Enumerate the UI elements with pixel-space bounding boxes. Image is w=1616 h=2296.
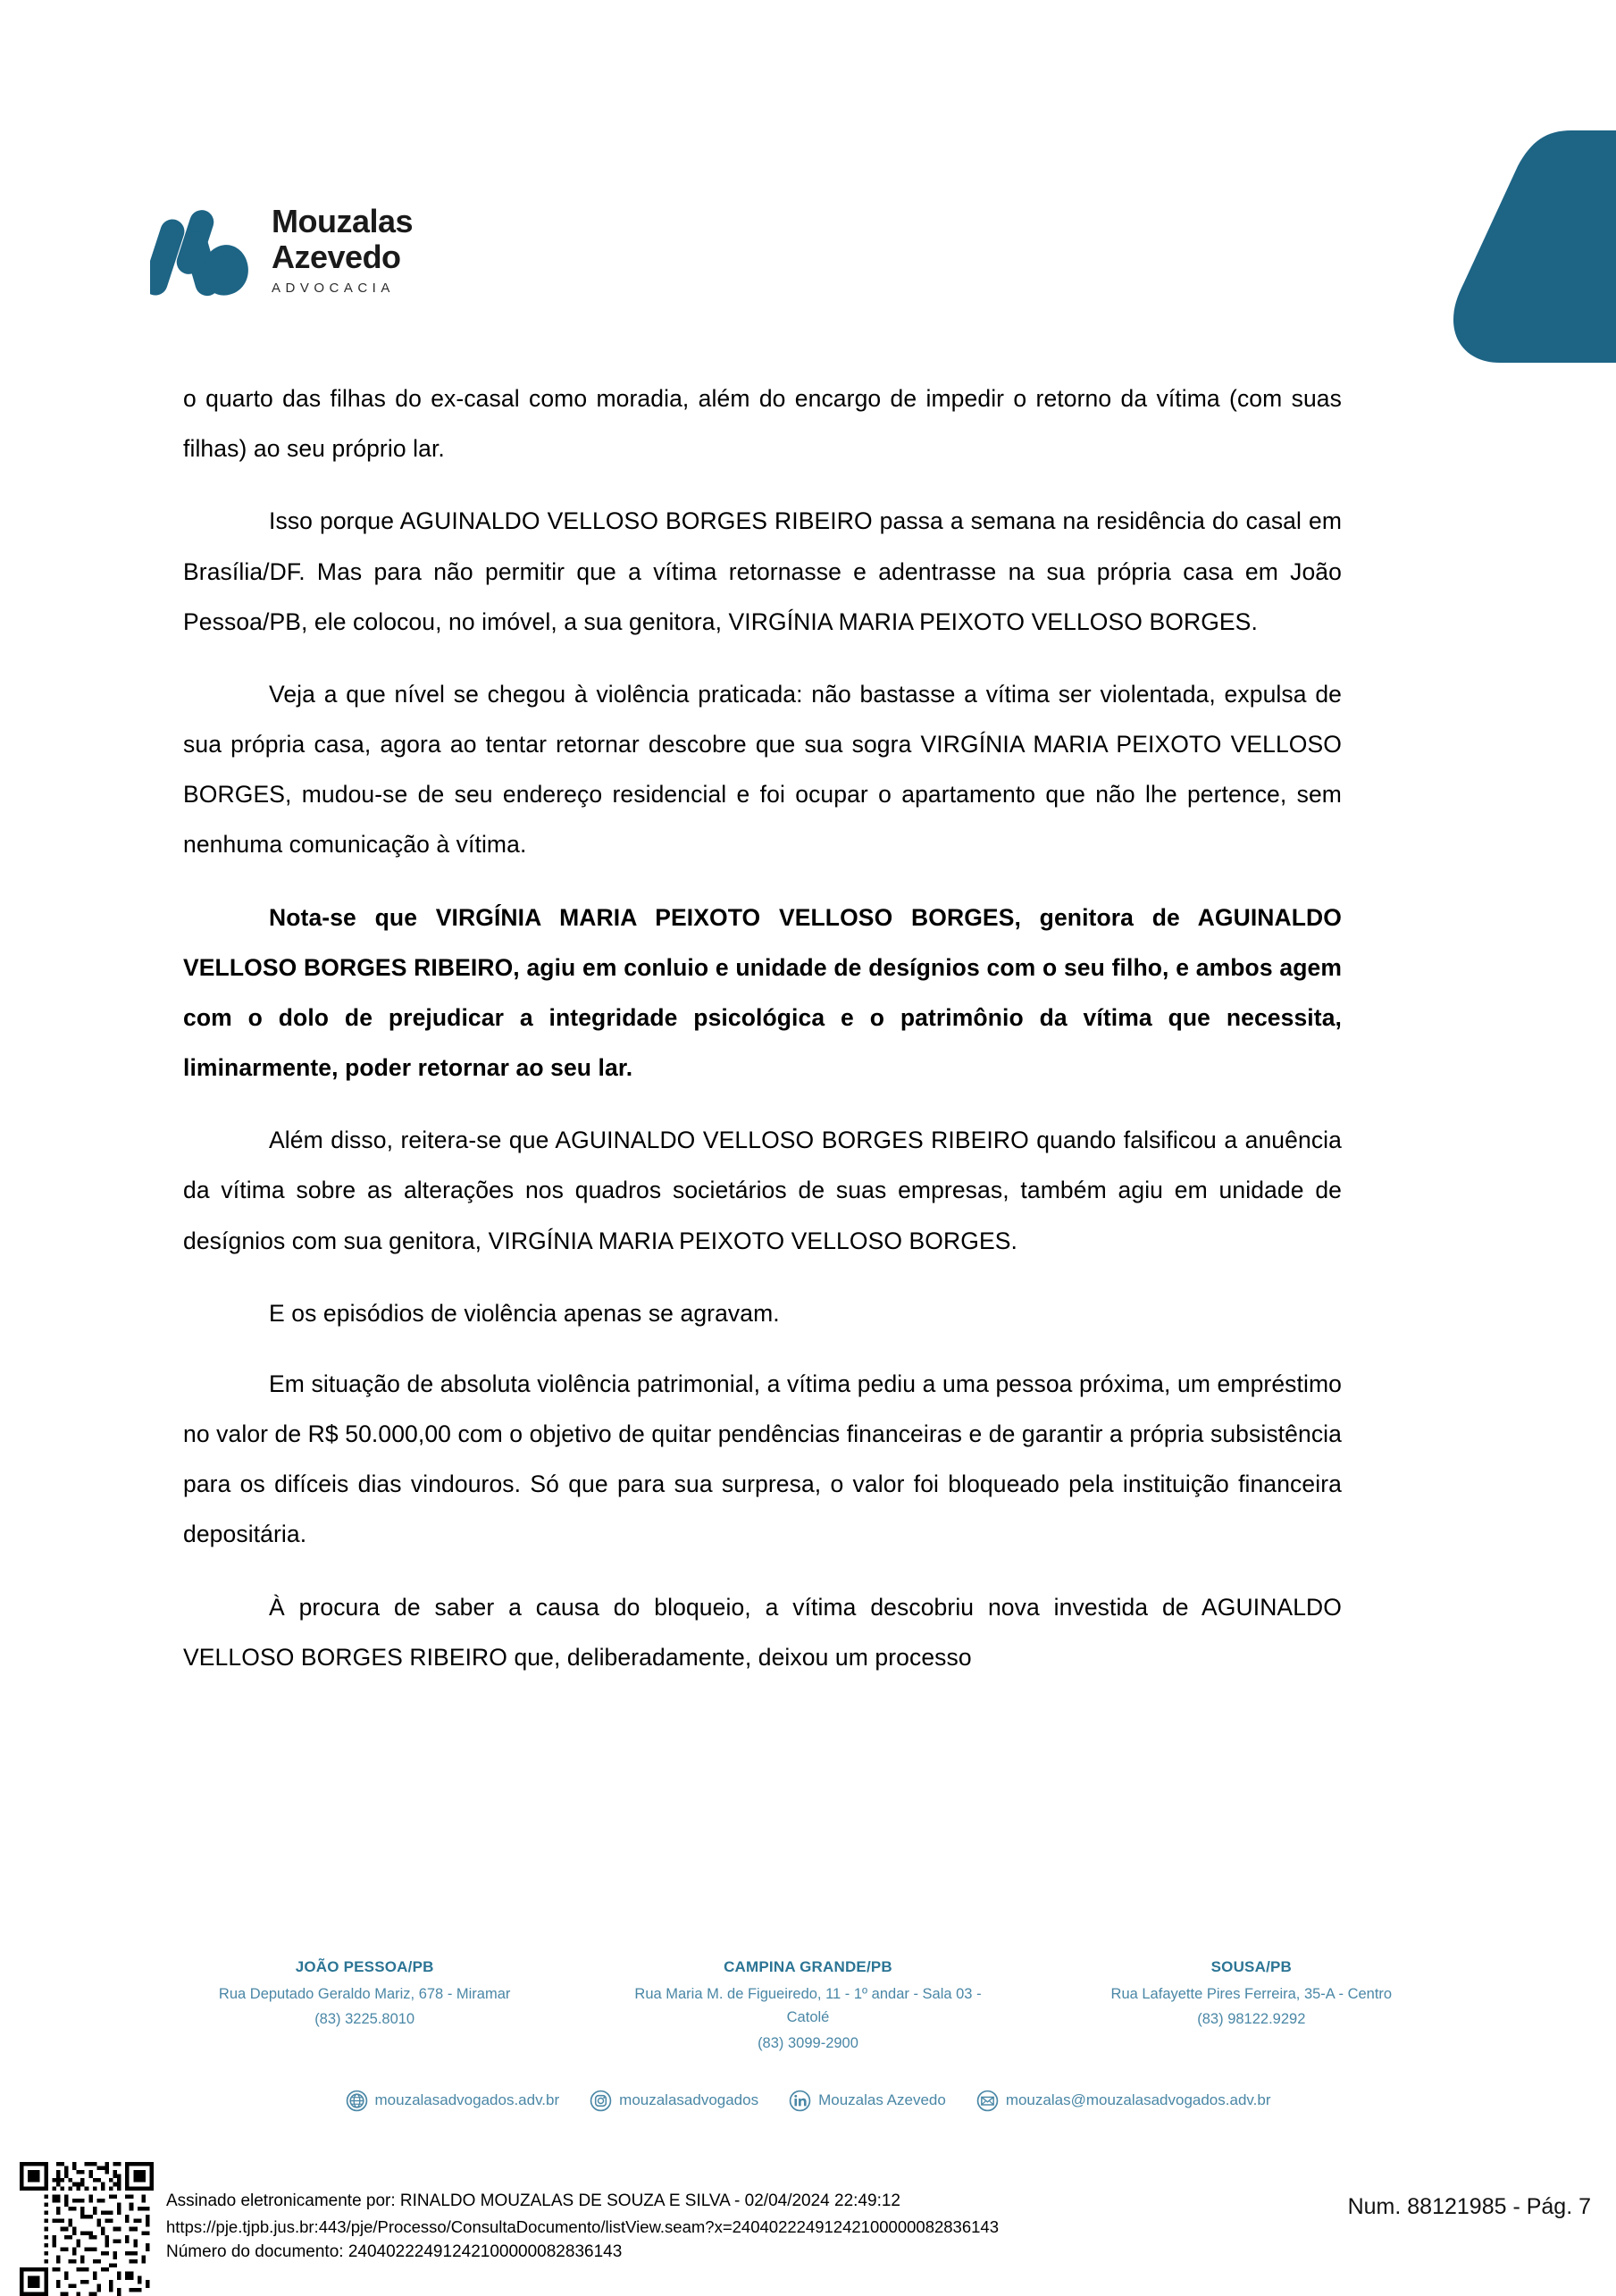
page-number: Num. 88121985 - Pág. 7: [1347, 2194, 1591, 2219]
signature-strip: [0, 2160, 1616, 2287]
office-entry: [613, 1955, 1002, 2056]
office-address: Rua Lafayette Pires Ferreira, 35-A - Centro: [1110, 1985, 1393, 2002]
office-entry: [170, 1955, 559, 2056]
social-links: [0, 2090, 1616, 2112]
qr-code-icon: [20, 2162, 154, 2296]
signature-info: [166, 2189, 999, 2266]
office-entry: [1057, 1955, 1446, 2056]
firm-logo: [150, 204, 413, 297]
office-phone: (83) 3225.8010: [314, 2011, 415, 2028]
website-label: mouzalasadvogados.adv.br: [374, 2091, 560, 2109]
signature-signer: Assinado eletronicamente por: RINALDO MOUZALAS DE SOUZA E SILVA - 02/04/2024 22:49:12: [166, 2191, 900, 2210]
office-address: Rua Deputado Geraldo Mariz, 678 - Miramar: [218, 1985, 511, 2002]
office-address: Rua Maria M. de Figueiredo, 11 - 1º andar - Sala 03 - Catolé: [634, 1985, 982, 2026]
globe-icon: [346, 2090, 368, 2112]
paragraph: Veja a que nível se chegou à violência praticada: não bastasse a vítima ser violentada, expulsa de sua própria casa, agora ao tentar retornar descobre que sua sogra VIRGÍNIA MARIA PEIXOTO VELLOSO BORGES, mudou-se de seu endereço residencial e foi ocupar o apartamento que não lhe pertence, sem nenhuma comunicação à vítima.: [183, 680, 1342, 859]
signature-url: https://pje.tjpb.jus.br:443/pje/Processo/ConsultaDocumento/listView.seam?x=24040222491242100000082836143: [166, 2216, 1000, 2236]
email-link[interactable]: [976, 2090, 1271, 2112]
logo-line-1: Mouzalas: [272, 203, 414, 239]
office-footer: [0, 1955, 1616, 2112]
instagram-label: mouzalasadvogados: [619, 2091, 759, 2109]
signature-document-number: Número do documento: 24040222491242100000082836143: [166, 2242, 623, 2261]
paragraph: o quarto das filhas do ex-casal como moradia, além do encargo de impedir o retorno da vítima (com suas filhas) ao seu próprio lar.: [183, 385, 1342, 463]
mouzalas-m-mark-icon: [150, 204, 255, 297]
instagram-icon: [590, 2090, 612, 2112]
instagram-link[interactable]: [590, 2090, 758, 2112]
paragraph: E os episódios de violência apenas se agravam.: [269, 1299, 780, 1327]
office-city: JOÃO PESSOA/PB: [295, 1958, 434, 1975]
office-list: [0, 1955, 1616, 2056]
document-body: [183, 373, 1342, 1705]
linkedin-label: Mouzalas Azevedo: [818, 2091, 946, 2109]
linkedin-icon: [789, 2090, 811, 2112]
header-accent-shape-icon: [1446, 130, 1616, 363]
paragraph-emphasis: Nota-se que VIRGÍNIA MARIA PEIXOTO VELLOSO BORGES, genitora de AGUINALDO VELLOSO BORGES RIBEIRO, agiu em conluio e unidade de desígnios com o seu filho, e ambos agem com o dolo de prejudicar a integridade psicológica e o patrimônio da vítima que necessita, liminarmente, poder retornar ao seu lar.: [183, 903, 1342, 1082]
office-phone: (83) 98122.9292: [1197, 2011, 1306, 2028]
logo-subtitle: ADVOCACIA: [272, 281, 395, 296]
logo-line-2: Azevedo: [272, 239, 401, 275]
logo-wordmark: [272, 205, 413, 295]
paragraph: Em situação de absoluta violência patrimonial, a vítima pediu a uma pessoa próxima, um empréstimo no valor de R$ 50.000,00 com o objetivo de quitar pendências financeiras e de garantir a própria subsistência para os difíceis dias vindouros. Só que para sua surpresa, o valor foi bloqueado pela instituição financeira depositária.: [183, 1370, 1342, 1548]
paragraph: Isso porque AGUINALDO VELLOSO BORGES RIBEIRO passa a semana na residência do casal em Brasília/DF. Mas para não permitir que a vítima retornasse e adentrasse na sua própria casa em João Pessoa/PB, ele colocou, no imóvel, a sua genitora, VIRGÍNIA MARIA PEIXOTO VELLOSO BORGES.: [183, 507, 1342, 635]
email-label: mouzalas@mouzalasadvogados.adv.br: [1005, 2091, 1271, 2109]
office-phone: (83) 3099-2900: [758, 2034, 858, 2051]
paragraph: À procura de saber a causa do bloqueio, a vítima descobriu nova investida de AGUINALDO VELLOSO BORGES RIBEIRO que, deliberadamente, deixou um processo: [183, 1593, 1342, 1671]
office-city: CAMPINA GRANDE/PB: [724, 1958, 892, 1975]
email-icon: [976, 2090, 999, 2112]
paragraph: Além disso, reitera-se que AGUINALDO VELLOSO BORGES RIBEIRO quando falsificou a anuência da vítima sobre as alterações nos quadros societários de suas empresas, também agiu em unidade de desígnios com sua genitora, VIRGÍNIA MARIA PEIXOTO VELLOSO BORGES.: [183, 1127, 1342, 1254]
page-header: [0, 0, 1616, 357]
office-city: SOUSA/PB: [1210, 1958, 1293, 1975]
website-link[interactable]: [346, 2090, 560, 2112]
linkedin-link[interactable]: [789, 2090, 946, 2112]
